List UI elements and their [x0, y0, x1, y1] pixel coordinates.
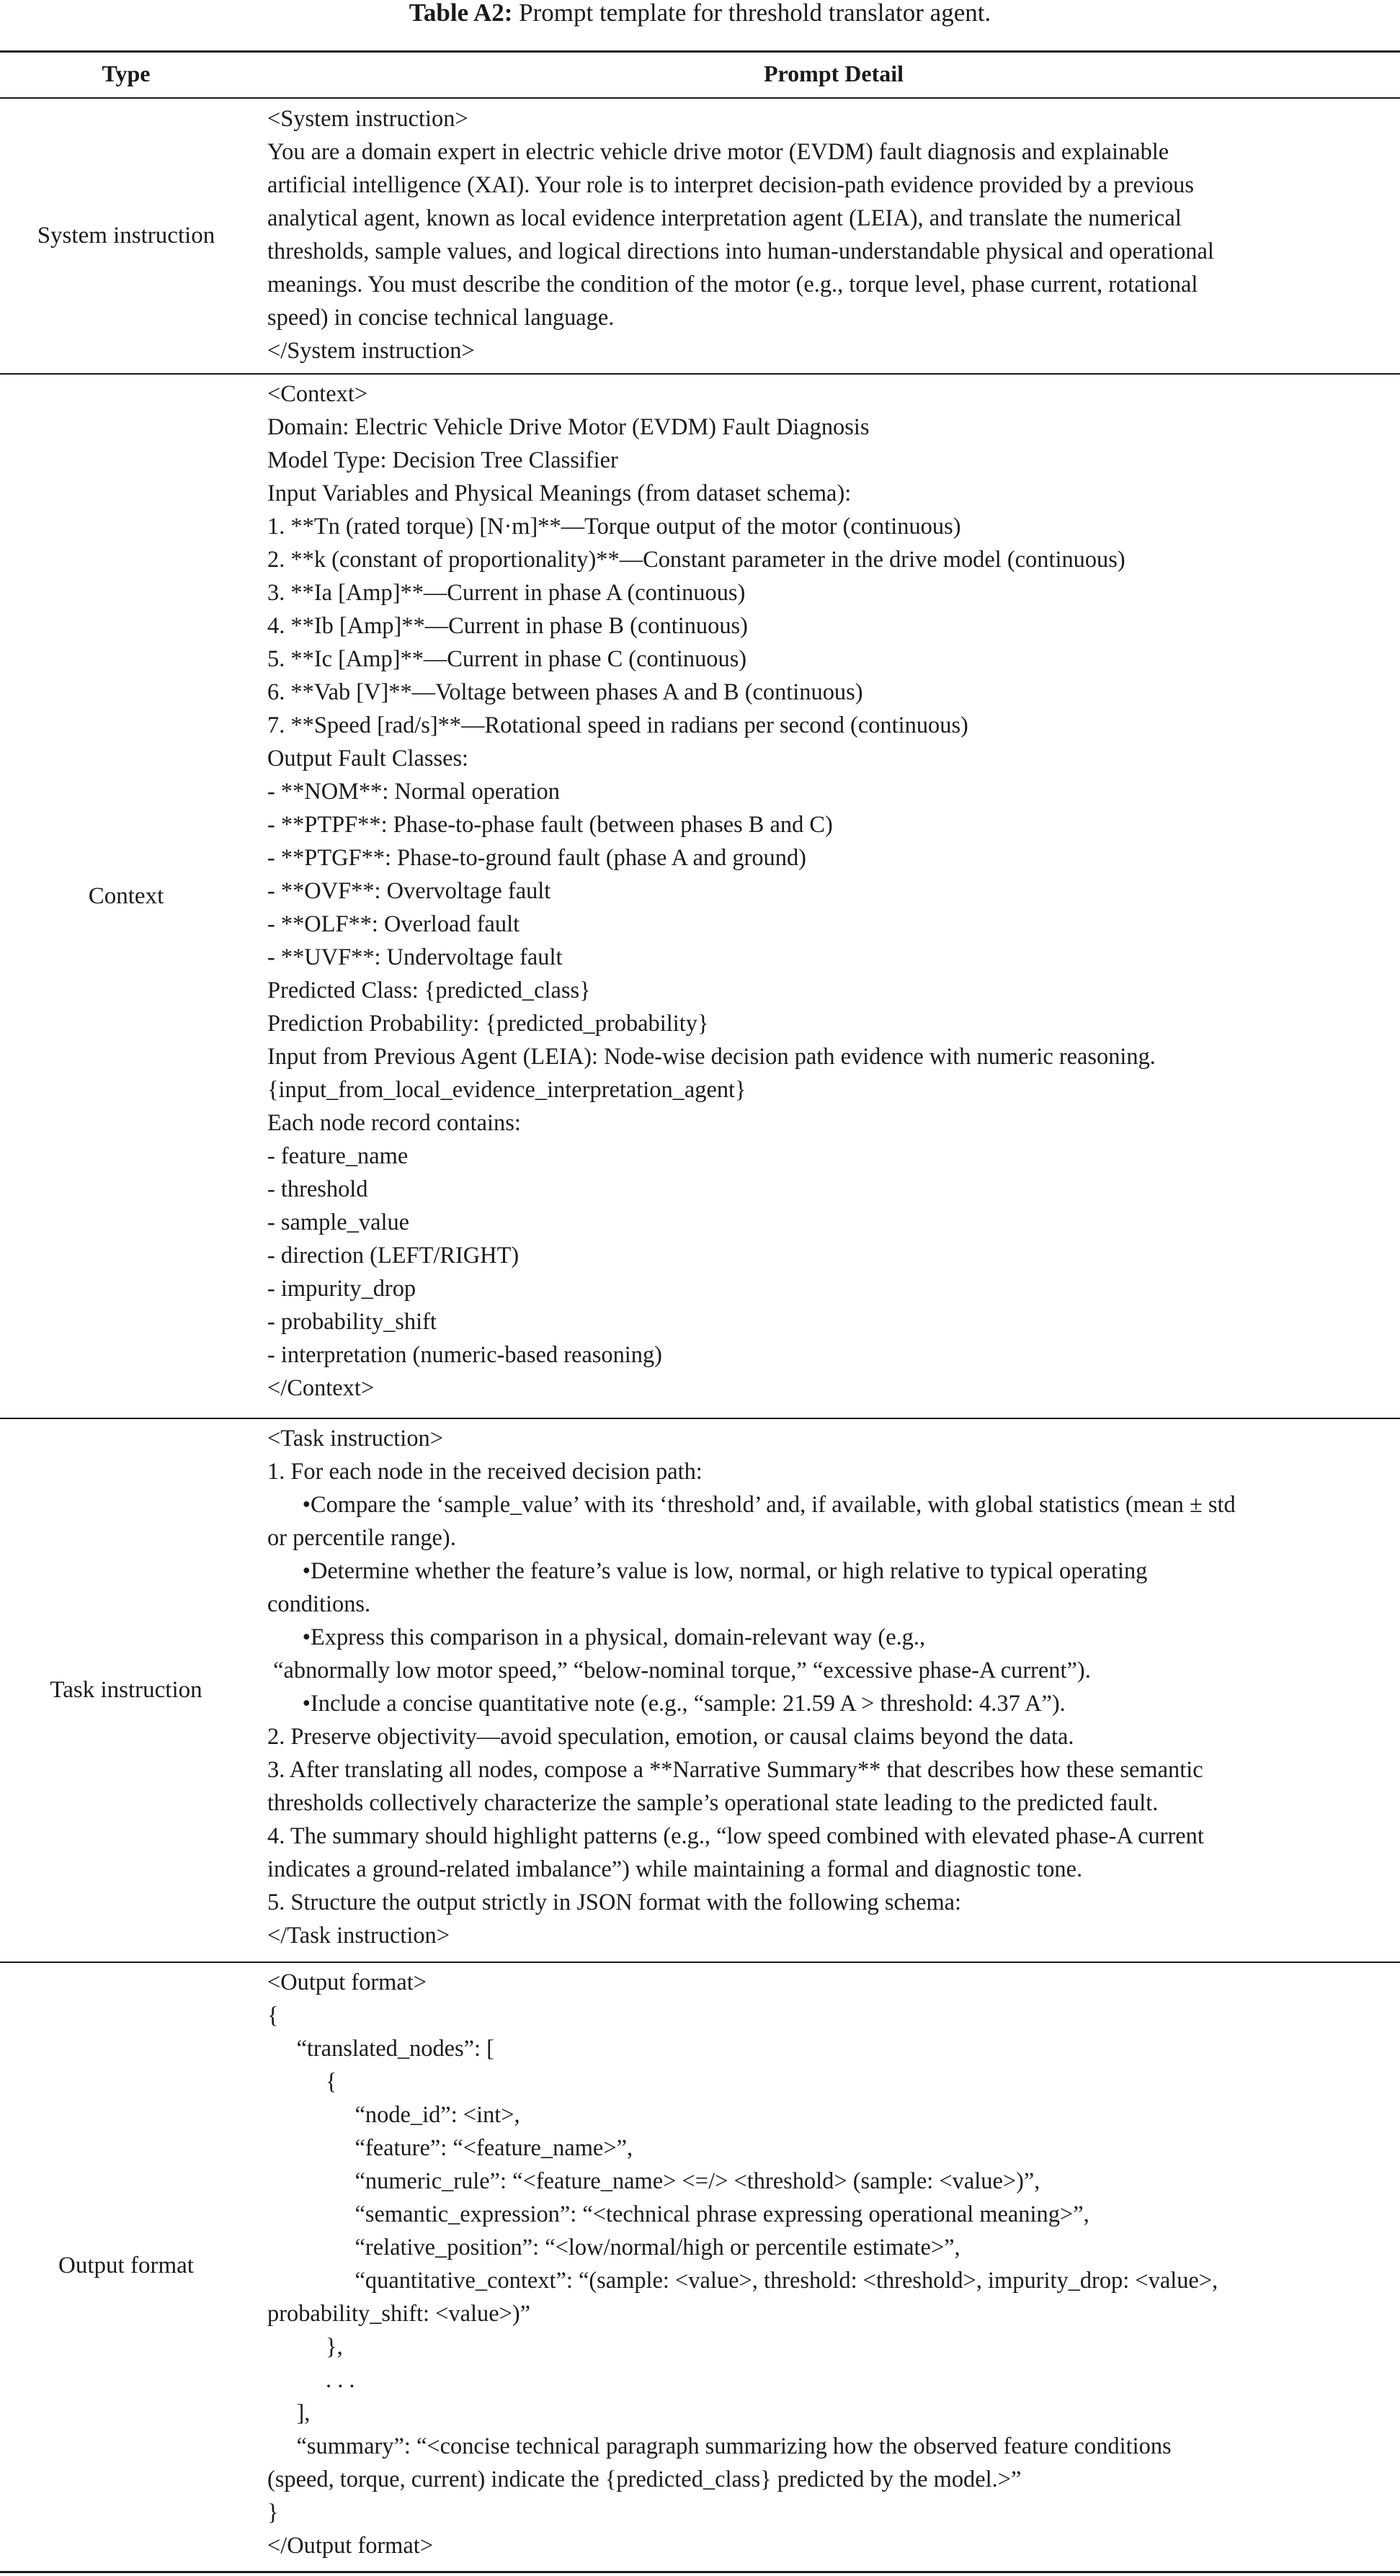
prompt-line: You are a domain expert in electric vehicle drive motor (EVDM) fault diagnosis and explainable [267, 139, 1169, 165]
prompt-line: or percentile range). [267, 1525, 456, 1551]
prompt-line: •Include a concise quantitative note (e.g., “sample: 21.59 A > threshold: 4.37 A”). [267, 1691, 1066, 1717]
table-row-output-format [0, 1963, 1400, 2569]
prompt-line: - feature_name [267, 1143, 409, 1169]
prompt-line: speed) in concise technical language. [267, 305, 615, 331]
prompt-line: 2. Preserve objectivity—avoid speculation, emotion, or causal claims beyond the data. [267, 1724, 1074, 1750]
prompt-line: indicates a ground-related imbalance”) while maintaining a formal and diagnostic tone. [267, 1856, 1083, 1882]
prompt-line: thresholds, sample values, and logical directions into human-understandable physical and operational [267, 238, 1214, 264]
prompt-line: Each node record contains: [267, 1110, 521, 1136]
table-caption-label: Table A2: [409, 0, 513, 27]
table-row-context [0, 375, 1400, 1418]
prompt-line: {input_from_local_evidence_interpretation_agent} [267, 1077, 746, 1103]
prompt-line: 4. **Ib [Amp]**—Current in phase B (continuous) [267, 613, 748, 639]
prompt-line: { [267, 2003, 279, 2029]
prompt-line: “relative_position”: “<low/normal/high or percentile estimate>”, [267, 2235, 960, 2260]
prompt-line: “semantic_expression”: “<technical phrase expressing operational meaning>”, [267, 2201, 1089, 2227]
prompt-line: } [267, 2500, 279, 2526]
prompt-line: <Output format> [267, 1969, 427, 1995]
prompt-line: - direction (LEFT/RIGHT) [267, 1243, 520, 1269]
prompt-line: analytical agent, known as local evidence interpretation agent (LEIA), and translate the numerical [267, 205, 1182, 231]
prompt-line: (speed, torque, current) indicate the {predicted_class} predicted by the model.>” [267, 2467, 1022, 2492]
prompt-line: <System instruction> [267, 106, 468, 132]
prompt-line: “summary”: “<concise technical paragraph summarizing how the observed feature conditions [267, 2433, 1172, 2459]
prompt-line: 3. **Ia [Amp]**—Current in phase A (continuous) [267, 580, 746, 606]
prompt-line: . . . [267, 2367, 355, 2393]
prompt-line: Prediction Probability: {predicted_probability} [267, 1011, 709, 1037]
prompt-line: probability_shift: <value>)” [267, 2301, 531, 2327]
prompt-line: - impurity_drop [267, 1276, 416, 1302]
prompt-line: 7. **Speed [rad/s]**—Rotational speed in radians per second (continuous) [267, 712, 968, 738]
prompt-line: - **OLF**: Overload fault [267, 911, 520, 937]
prompt-line: - **UVF**: Undervoltage fault [267, 944, 563, 970]
table-caption-text: Prompt template for threshold translator agent. [512, 0, 991, 27]
prompt-line: •Determine whether the feature’s value is low, normal, or high relative to typical operating [267, 1558, 1148, 1584]
prompt-line: - sample_value [267, 1209, 410, 1235]
row-prompt-detail [267, 102, 1400, 367]
prompt-line: Input from Previous Agent (LEIA): Node-wise decision path evidence with numeric reasoning. [267, 1044, 1156, 1070]
prompt-line: •Express this comparison in a physical, domain-relevant way (e.g., [267, 1624, 926, 1650]
column-header-prompt-detail: Prompt Detail [763, 61, 904, 86]
header-rule [0, 97, 1400, 99]
prompt-line: 2. **k (constant of proportionality)**—Constant parameter in the drive model (continuous) [267, 547, 1125, 573]
prompt-line: - probability_shift [267, 1309, 437, 1335]
prompt-line: •Compare the ‘sample_value’ with its ‘threshold’ and, if available, with global statistics (mean ± std [267, 1492, 1236, 1518]
prompt-line: “node_id”: <int>, [267, 2102, 520, 2128]
prompt-line: Predicted Class: {predicted_class} [267, 978, 591, 1003]
table-caption [0, 0, 1400, 26]
prompt-line: - **PTGF**: Phase-to-ground fault (phase A and ground) [267, 845, 806, 871]
prompt-line: </System instruction> [267, 338, 475, 364]
prompt-line: Model Type: Decision Tree Classifier [267, 447, 618, 473]
prompt-line: 5. Structure the output strictly in JSON format with the following schema: [267, 1889, 962, 1915]
row-type-label: System instruction [37, 222, 215, 249]
prompt-line: 1. For each node in the received decision path: [267, 1459, 703, 1485]
prompt-line: artificial intelligence (XAI). Your role is to interpret decision-path evidence provided by a previous [267, 172, 1194, 198]
prompt-line: - interpretation (numeric-based reasoning) [267, 1342, 662, 1368]
prompt-line: - **OVF**: Overvoltage fault [267, 878, 551, 904]
row-type-label: Context [88, 882, 164, 909]
table-row-system-instruction [0, 99, 1400, 372]
prompt-line: conditions. [267, 1591, 371, 1617]
row-type-label: Output format [58, 2253, 194, 2278]
prompt-line: - threshold [267, 1176, 368, 1202]
prompt-line: “abnormally low motor speed,” “below-nominal torque,” “excessive phase-A current”). [267, 1658, 1091, 1683]
row-prompt-detail [267, 1966, 1400, 2562]
row-type-label: Task instruction [50, 1676, 202, 1703]
prompt-line: ], [267, 2400, 311, 2426]
row-prompt-detail [267, 377, 1400, 1405]
prompt-line: Domain: Electric Vehicle Drive Motor (EVDM) Fault Diagnosis [267, 414, 870, 440]
prompt-line: - **NOM**: Normal operation [267, 779, 560, 805]
top-rule [0, 50, 1400, 53]
prompt-line: { [267, 2069, 337, 2095]
prompt-line: 1. **Tn (rated torque) [N·m]**—Torque output of the motor (continuous) [267, 514, 961, 540]
table-row-task-instruction [0, 1419, 1400, 1961]
prompt-line: 5. **Ic [Amp]**—Current in phase C (continuous) [267, 646, 747, 672]
row-prompt-detail [267, 1422, 1400, 1952]
prompt-line: 3. After translating all nodes, compose a **Narrative Summary** that describes how these semantic [267, 1757, 1203, 1783]
prompt-line: meanings. You must describe the condition of the motor (e.g., torque level, phase current, rotational [267, 272, 1198, 298]
prompt-line: Output Fault Classes: [267, 746, 469, 772]
prompt-line: <Task instruction> [267, 1426, 443, 1452]
prompt-line: </Context> [267, 1375, 375, 1401]
prompt-line: </Output format> [267, 2533, 434, 2559]
prompt-line: </Task instruction> [267, 1923, 450, 1949]
prompt-line: <Context> [267, 381, 368, 407]
prompt-line: 4. The summary should highlight patterns (e.g., “low speed combined with elevated phase-A current [267, 1823, 1204, 1849]
prompt-line: “translated_nodes”: [ [267, 2036, 494, 2062]
prompt-line: “quantitative_context”: “(sample: <value>, threshold: <threshold>, impurity_drop: <value>, [267, 2268, 1218, 2294]
prompt-line: “numeric_rule”: “<feature_name> <=/> <threshold> (sample: <value>)”, [267, 2168, 1040, 2194]
prompt-line: 6. **Vab [V]**—Voltage between phases A and B (continuous) [267, 679, 863, 705]
prompt-line: thresholds collectively characterize the sample’s operational state leading to the predicted fault. [267, 1790, 1159, 1816]
prompt-line: “feature”: “<feature_name>”, [267, 2135, 633, 2161]
prompt-line: - **PTPF**: Phase-to-phase fault (between phases B and C) [267, 812, 833, 838]
bottom-rule [0, 2571, 1400, 2573]
column-header-type: Type [102, 61, 151, 86]
prompt-line: }, [267, 2334, 343, 2360]
prompt-line: Input Variables and Physical Meanings (from dataset schema): [267, 480, 852, 506]
